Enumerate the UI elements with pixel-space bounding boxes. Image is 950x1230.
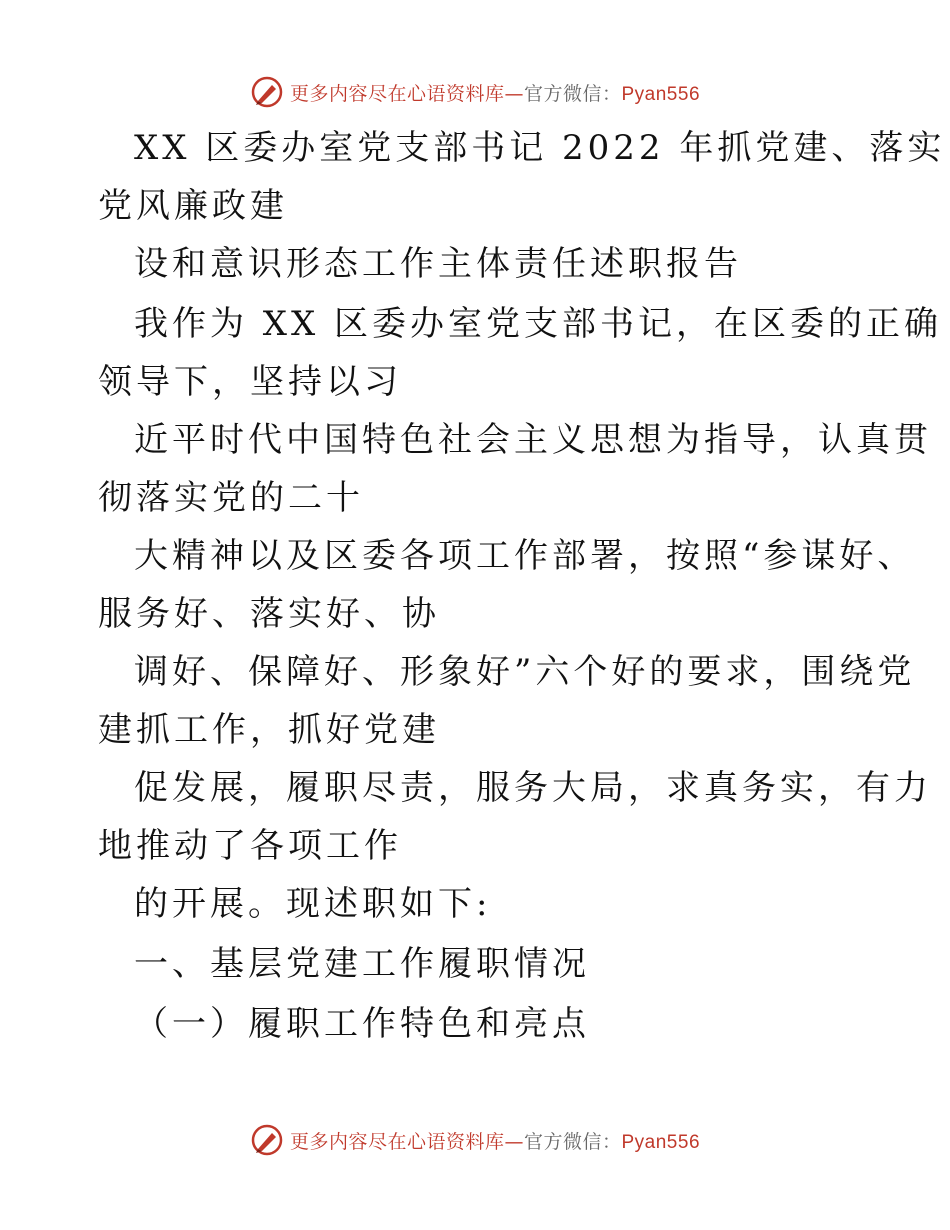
watermark-label: 官方微信： <box>523 82 622 105</box>
watermark-text <box>290 79 700 106</box>
watermark-main: 更多内容尽在心语资料库 <box>289 1130 505 1153</box>
watermark-main: 更多内容尽在心语资料库 <box>289 82 505 105</box>
watermark-wechat-id: Pyan556 <box>621 1131 701 1153</box>
paragraph-line: 我作为 XX 区委办室党支部书记，在区委的正确 <box>134 304 943 344</box>
section-heading: 一、基层党建工作履职情况 <box>134 944 590 984</box>
watermark-dash: — <box>504 82 524 105</box>
paragraph-line: 调好、保障好、形象好”六个好的要求，围绕党 <box>134 652 916 692</box>
paragraph-line: 彻落实党的二十 <box>98 478 364 518</box>
footer-watermark <box>0 1118 950 1162</box>
subsection-heading: （一）履职工作特色和亮点 <box>134 1004 590 1044</box>
paragraph-line: 大精神以及区委各项工作部署，按照“参谋好、 <box>134 536 916 576</box>
title-line-1: XX 区委办室党支部书记 2022 年抓党建、落实 <box>134 128 946 168</box>
watermark-dash: — <box>504 1130 524 1153</box>
paragraph-line: 服务好、落实好、协 <box>98 594 440 634</box>
paragraph-line: 促发展，履职尽责，服务大局，求真务实，有力 <box>134 768 932 808</box>
paragraph-line: 建抓工作，抓好党建 <box>98 710 440 750</box>
watermark-label: 官方微信： <box>523 1130 622 1153</box>
paragraph-line: 近平时代中国特色社会主义思想为指导，认真贯 <box>134 420 932 460</box>
paragraph-line: 地推动了各项工作 <box>98 826 402 866</box>
header-watermark <box>0 70 950 114</box>
pen-logo-icon <box>250 1123 284 1157</box>
title-line-3: 设和意识形态工作主体责任述职报告 <box>134 244 742 284</box>
watermark-wechat-id: Pyan556 <box>621 83 701 105</box>
paragraph-line: 领导下，坚持以习 <box>98 362 402 402</box>
title-line-2: 党风廉政建 <box>98 186 288 226</box>
pen-logo-icon <box>250 75 284 109</box>
paragraph-line: 的开展。现述职如下: <box>134 884 492 924</box>
watermark-text <box>290 1127 700 1154</box>
